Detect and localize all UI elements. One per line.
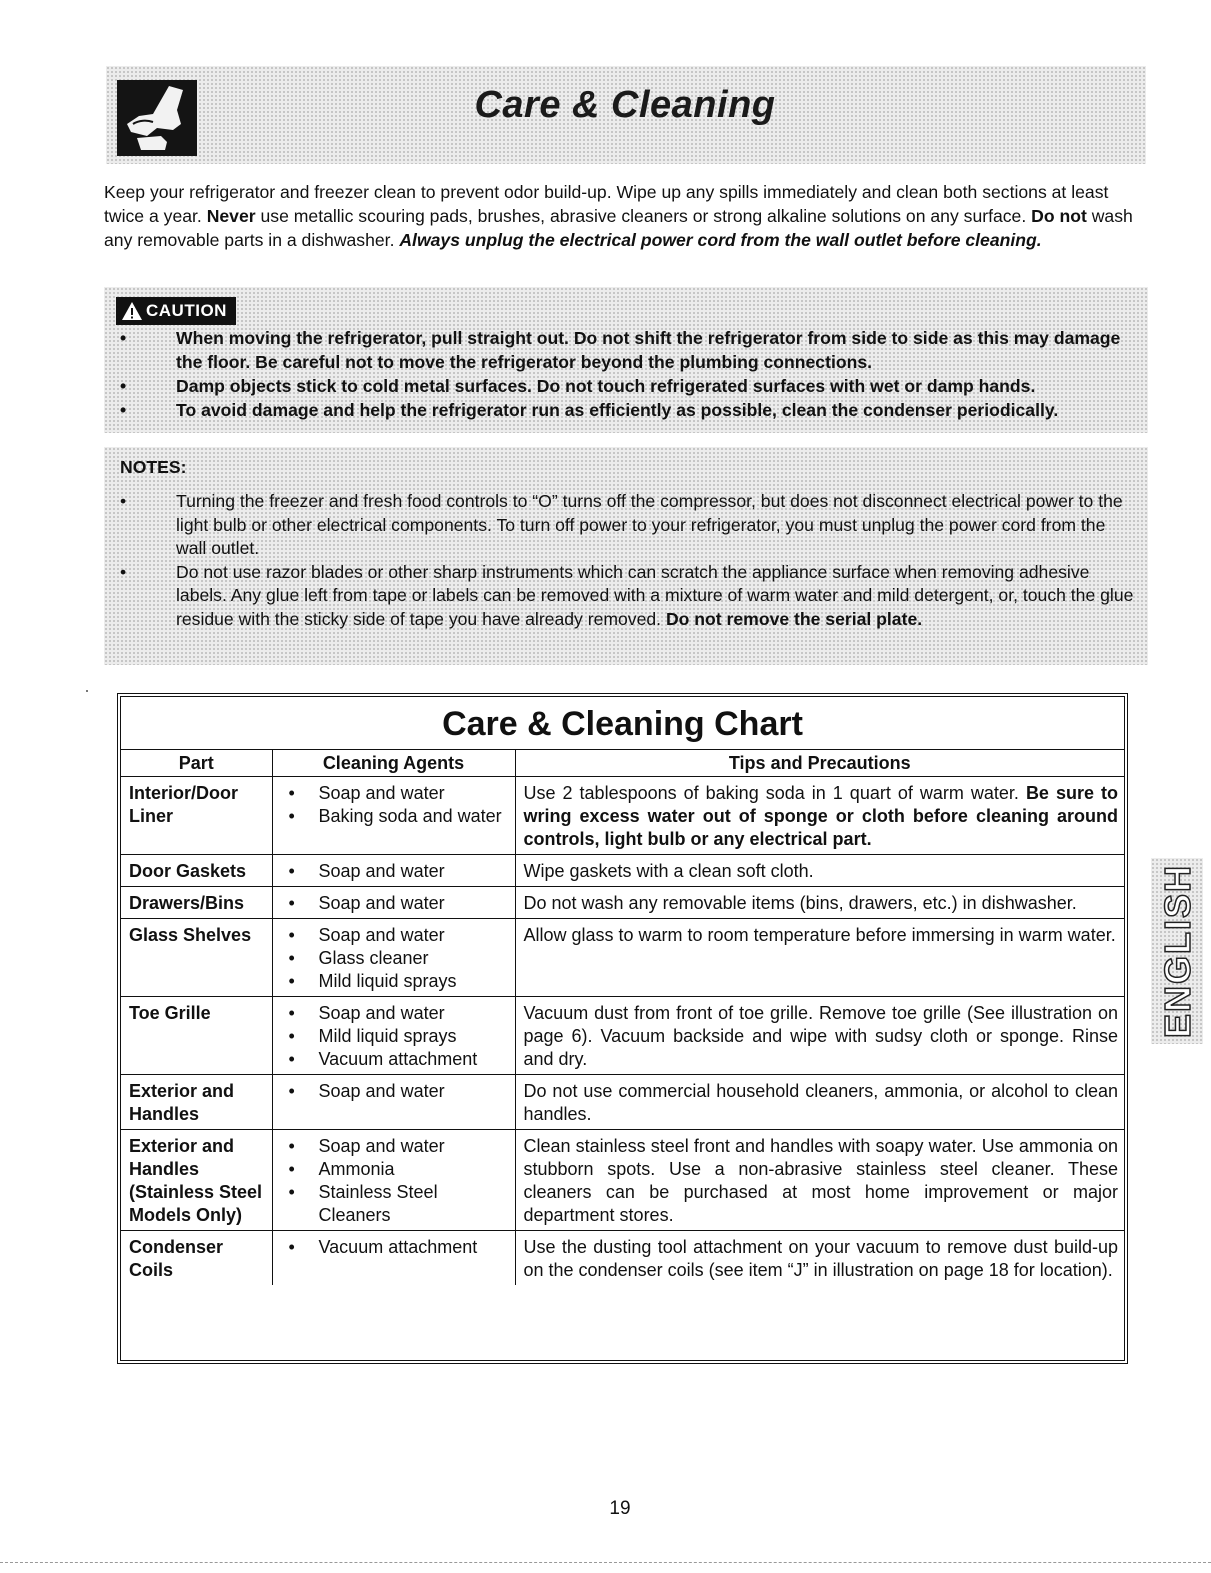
tips-cell: Do not wash any removable items (bins, drawers, etc.) in dishwasher. <box>515 887 1124 919</box>
list-item: • Mild liquid sprays <box>281 970 509 993</box>
agents-cell <box>272 1231 515 1286</box>
intro-always-unplug: Always unplug the electrical power cord from the wall outlet before cleaning. <box>399 230 1042 250</box>
part-cell: Door Gaskets <box>121 855 272 887</box>
intro-do-not: Do not <box>1031 206 1087 226</box>
tips-cell <box>515 777 1124 855</box>
list-item: • Baking soda and water <box>281 805 509 828</box>
notes-list <box>116 490 1136 632</box>
tips-cell: Vacuum dust from front of toe grille. Remove toe grille (See illustration on page 6). Vacuum backside and wipe with sudsy cloth or sponge. Rinse and dry. <box>515 997 1124 1075</box>
list-item: • When moving the refrigerator, pull straight out. Do not shift the refrigerator from side to side as this may damage the floor. Be careful not to move the refrigerator beyond the plumbing connections. <box>116 326 1136 374</box>
table-row <box>121 919 1124 997</box>
column-header-tips: Tips and Precautions <box>515 750 1124 777</box>
intro-paragraph <box>104 180 1149 252</box>
chart-title: Care & Cleaning Chart <box>121 697 1124 750</box>
list-item <box>116 490 1136 561</box>
part-cell: Exterior and Handles (Stainless Steel Models Only) <box>121 1130 272 1231</box>
page-bottom-rule <box>0 1562 1211 1564</box>
list-item: • Ammonia <box>281 1158 509 1181</box>
list-item: • Soap and water <box>281 924 509 947</box>
tips-cell: Use the dusting tool attachment on your vacuum to remove dust build-up on the condenser coils (see item “J” in illustration on page 18 for location). <box>515 1231 1124 1286</box>
tips-cell: Wipe gaskets with a clean soft cloth. <box>515 855 1124 887</box>
intro-text-3: wash any removable parts in a dishwasher. <box>104 206 1133 250</box>
table-row <box>121 855 1124 887</box>
agents-cell <box>272 887 515 919</box>
care-cleaning-chart <box>117 693 1128 1364</box>
table-header-row <box>121 750 1124 777</box>
note-text: Turning the freezer and fresh food controls to “O” turns off the compressor, but does not disconnect electrical power to the light bulb or other electrical components. To turn off power to your refrigerator, you must unplug the power cord from the wall outlet. <box>176 491 1123 559</box>
list-item: • Glass cleaner <box>281 947 509 970</box>
list-item: • Soap and water <box>281 782 509 805</box>
intro-text-2: use metallic scouring pads, brushes, abrasive cleaners or strong alkaline solutions on any surface. <box>260 206 1027 226</box>
table-row <box>121 1231 1124 1286</box>
notes-title: NOTES: <box>120 457 187 477</box>
agents-cell <box>272 1075 515 1130</box>
list-item: • Soap and water <box>281 1002 509 1025</box>
intro-text-1: Keep your refrigerator and freezer clean to prevent odor build-up. Wipe up any spills immediately and clean both sections at least twice a year. <box>104 182 1109 226</box>
part-cell: Glass Shelves <box>121 919 272 997</box>
column-header-part: Part <box>121 750 272 777</box>
part-cell: Interior/Door Liner <box>129 783 239 826</box>
list-item: • Damp objects stick to cold metal surfaces. Do not touch refrigerated surfaces with wet or damp hands. <box>116 374 1136 398</box>
list-item: • Stainless Steel Cleaners <box>281 1181 509 1227</box>
part-cell: Condenser Coils <box>121 1231 272 1286</box>
hand-cleaning-icon <box>117 80 197 156</box>
tips-cell: Do not use commercial household cleaners, ammonia, or alcohol to clean handles. <box>515 1075 1124 1130</box>
table-row <box>121 1130 1124 1231</box>
margin-mark <box>86 690 88 692</box>
agents-cell <box>272 919 515 997</box>
language-tab-label: ENGLISH <box>1157 864 1198 1039</box>
part-cell: Toe Grille <box>121 997 272 1075</box>
note-serial-plate: Do not remove the serial plate. <box>665 608 923 629</box>
cleaning-table <box>121 750 1124 1285</box>
intro-never: Never <box>206 206 256 226</box>
agents-cell <box>272 1130 515 1231</box>
list-item: • Soap and water <box>281 860 509 883</box>
table-row <box>121 777 1124 855</box>
caution-label: CAUTION <box>146 301 227 320</box>
list-item: • Soap and water <box>281 892 509 915</box>
agents-cell <box>272 855 515 887</box>
tips-cell: Allow glass to warm to room temperature before immersing in warm water. <box>515 919 1124 997</box>
note-text: Do not use razor blades or other sharp instruments which can scratch the appliance surface when removing adhesive labels. Any glue left from tape or labels can be removed with a mixture of warm water and mild detergent, or, touch the glue residue with the sticky side of tape you have already removed. <box>176 561 1134 629</box>
caution-badge <box>116 297 236 325</box>
part-cell: Exterior and Handles <box>121 1075 272 1130</box>
list-item: • To avoid damage and help the refrigerator run as efficiently as possible, clean the condenser periodically. <box>116 398 1136 422</box>
list-item: • Vacuum attachment <box>281 1236 509 1259</box>
list-item <box>116 561 1136 632</box>
part-cell: Drawers/Bins <box>121 887 272 919</box>
caution-list <box>116 326 1136 422</box>
page-number: 19 <box>609 1498 631 1519</box>
list-item: • Soap and water <box>281 1135 509 1158</box>
page-title: Care & Cleaning <box>474 84 776 126</box>
list-item: • Vacuum attachment <box>281 1048 509 1071</box>
table-row <box>121 887 1124 919</box>
agents-cell <box>272 997 515 1075</box>
table-row <box>121 1075 1124 1130</box>
tips-cell: Clean stainless steel front and handles with soapy water. Use ammonia on stubborn spots. Use a non-abrasive stainless steel cleaner. These cleaners can be purchased at most home improvement or major department stores. <box>515 1130 1124 1231</box>
table-row <box>121 997 1124 1075</box>
column-header-agents: Cleaning Agents <box>272 750 515 777</box>
warning-triangle-icon <box>121 301 143 326</box>
tips-text: Use 2 tablespoons of baking soda in 1 quart of warm water. <box>523 783 1019 803</box>
tips-warning: Be sure to wring excess water out of sponge or cloth before cleaning around controls, light bulb or any electrical part. <box>523 783 1118 849</box>
list-item: • Mild liquid sprays <box>281 1025 509 1048</box>
agents-cell <box>272 777 515 855</box>
list-item: • Soap and water <box>281 1080 509 1103</box>
